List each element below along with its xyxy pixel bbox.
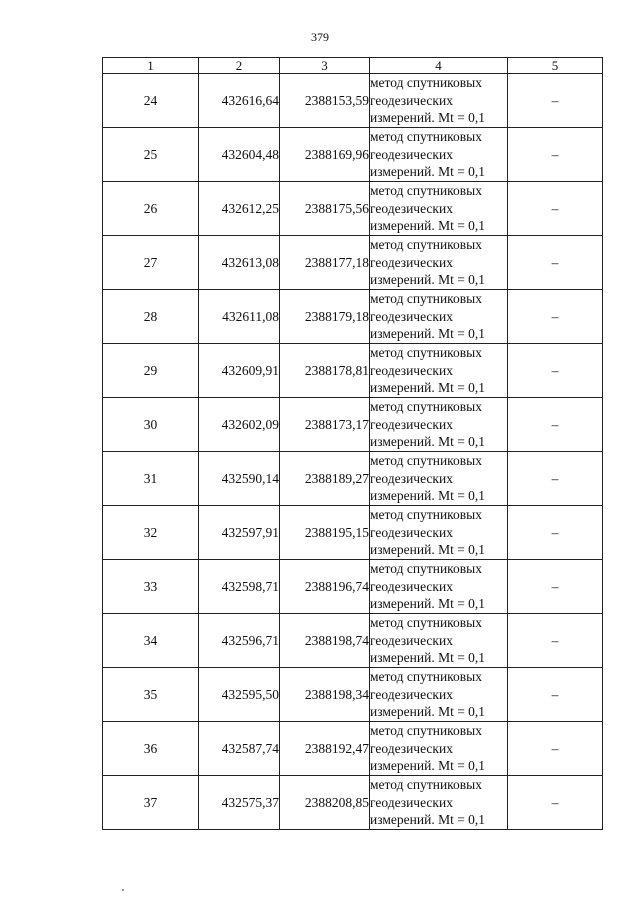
method-cell — [370, 290, 508, 344]
y-coordinate-cell: 2388196,74 — [280, 560, 370, 614]
y-coordinate-cell: 2388192,47 — [280, 722, 370, 776]
method-cell — [370, 128, 508, 182]
column-header-5: 5 — [508, 58, 603, 74]
y-coordinate-cell: 2388175,56 — [280, 182, 370, 236]
column-header-1: 1 — [103, 58, 199, 74]
point-number-cell: 36 — [103, 722, 199, 776]
note-cell: – — [508, 614, 603, 668]
method-line: геодезических — [370, 416, 453, 432]
y-coordinate-cell: 2388178,81 — [280, 344, 370, 398]
table-row — [103, 236, 603, 290]
table-header — [103, 58, 603, 74]
note-cell: – — [508, 344, 603, 398]
point-number-cell: 27 — [103, 236, 199, 290]
y-coordinate-cell: 2388189,27 — [280, 452, 370, 506]
method-line: измерений. Mt = 0,1 — [370, 650, 486, 666]
y-coordinate-cell: 2388153,59 — [280, 74, 370, 128]
y-coordinate-cell: 2388173,17 — [280, 398, 370, 452]
method-line: измерений. Mt = 0,1 — [370, 596, 486, 612]
x-coordinate-cell: 432596,71 — [199, 614, 280, 668]
point-number-cell: 37 — [103, 776, 199, 830]
point-number-cell: 24 — [103, 74, 199, 128]
y-coordinate-cell: 2388198,74 — [280, 614, 370, 668]
method-line: геодезических — [370, 200, 453, 216]
method-line: геодезических — [370, 92, 453, 108]
x-coordinate-cell: 432602,09 — [199, 398, 280, 452]
header-row — [103, 58, 603, 74]
table-row — [103, 668, 603, 722]
table-body — [103, 74, 603, 830]
method-cell — [370, 668, 508, 722]
method-cell — [370, 182, 508, 236]
method-line: измерений. Mt = 0,1 — [370, 164, 486, 180]
x-coordinate-cell: 432612,25 — [199, 182, 280, 236]
method-cell — [370, 722, 508, 776]
method-cell — [370, 398, 508, 452]
method-line: метод спутниковых — [370, 777, 482, 793]
method-line: метод спутниковых — [370, 615, 482, 631]
table-row — [103, 614, 603, 668]
method-line: измерений. Mt = 0,1 — [370, 758, 486, 774]
x-coordinate-cell: 432597,91 — [199, 506, 280, 560]
method-line: измерений. Mt = 0,1 — [370, 326, 486, 342]
method-line: метод спутниковых — [370, 129, 482, 145]
method-line: геодезических — [370, 740, 453, 756]
point-number-cell: 28 — [103, 290, 199, 344]
method-line: метод спутниковых — [370, 183, 482, 199]
note-cell: – — [508, 128, 603, 182]
method-cell — [370, 614, 508, 668]
y-coordinate-cell: 2388179,18 — [280, 290, 370, 344]
x-coordinate-cell: 432609,91 — [199, 344, 280, 398]
method-line: метод спутниковых — [370, 345, 482, 361]
method-line: метод спутниковых — [370, 723, 482, 739]
column-header-2: 2 — [199, 58, 280, 74]
note-cell: – — [508, 74, 603, 128]
method-line: метод спутниковых — [370, 75, 482, 91]
x-coordinate-cell: 432575,37 — [199, 776, 280, 830]
method-line: измерений. Mt = 0,1 — [370, 434, 486, 450]
method-line: метод спутниковых — [370, 237, 482, 253]
y-coordinate-cell: 2388195,15 — [280, 506, 370, 560]
note-cell: – — [508, 560, 603, 614]
point-number-cell: 33 — [103, 560, 199, 614]
method-line: метод спутниковых — [370, 507, 482, 523]
method-line: геодезических — [370, 794, 453, 810]
table-row — [103, 344, 603, 398]
x-coordinate-cell: 432590,14 — [199, 452, 280, 506]
method-line: метод спутниковых — [370, 453, 482, 469]
method-cell — [370, 776, 508, 830]
method-cell — [370, 344, 508, 398]
point-number-cell: 26 — [103, 182, 199, 236]
method-line: измерений. Mt = 0,1 — [370, 704, 486, 720]
note-cell: – — [508, 452, 603, 506]
table-row — [103, 560, 603, 614]
method-cell — [370, 236, 508, 290]
method-line: измерений. Mt = 0,1 — [370, 110, 486, 126]
coordinates-table — [102, 57, 603, 830]
method-line: измерений. Mt = 0,1 — [370, 218, 486, 234]
y-coordinate-cell: 2388169,96 — [280, 128, 370, 182]
table-row — [103, 398, 603, 452]
point-number-cell: 31 — [103, 452, 199, 506]
method-cell — [370, 74, 508, 128]
note-cell: – — [508, 776, 603, 830]
table-row — [103, 74, 603, 128]
method-line: измерений. Mt = 0,1 — [370, 488, 486, 504]
note-cell: – — [508, 506, 603, 560]
method-line: метод спутниковых — [370, 669, 482, 685]
x-coordinate-cell: 432613,08 — [199, 236, 280, 290]
method-line: измерений. Mt = 0,1 — [370, 272, 486, 288]
x-coordinate-cell: 432604,48 — [199, 128, 280, 182]
y-coordinate-cell: 2388198,34 — [280, 668, 370, 722]
point-number-cell: 32 — [103, 506, 199, 560]
method-line: измерений. Mt = 0,1 — [370, 812, 486, 828]
scan-speck — [122, 889, 124, 891]
point-number-cell: 35 — [103, 668, 199, 722]
method-line: геодезических — [370, 308, 453, 324]
point-number-cell: 25 — [103, 128, 199, 182]
method-line: геодезических — [370, 578, 453, 594]
page-number: 379 — [311, 30, 329, 44]
note-cell: – — [508, 236, 603, 290]
point-number-cell: 29 — [103, 344, 199, 398]
method-line: метод спутниковых — [370, 399, 482, 415]
point-number-cell: 34 — [103, 614, 199, 668]
x-coordinate-cell: 432616,64 — [199, 74, 280, 128]
method-line: геодезических — [370, 146, 453, 162]
x-coordinate-cell: 432611,08 — [199, 290, 280, 344]
method-line: геодезических — [370, 632, 453, 648]
method-line: геодезических — [370, 470, 453, 486]
method-line: геодезических — [370, 254, 453, 270]
x-coordinate-cell: 432598,71 — [199, 560, 280, 614]
method-line: измерений. Mt = 0,1 — [370, 542, 486, 558]
x-coordinate-cell: 432587,74 — [199, 722, 280, 776]
table-row — [103, 776, 603, 830]
column-header-3: 3 — [280, 58, 370, 74]
method-line: метод спутниковых — [370, 291, 482, 307]
y-coordinate-cell: 2388177,18 — [280, 236, 370, 290]
point-number-cell: 30 — [103, 398, 199, 452]
method-line: геодезических — [370, 362, 453, 378]
note-cell: – — [508, 668, 603, 722]
method-cell — [370, 506, 508, 560]
method-cell — [370, 560, 508, 614]
table-row — [103, 128, 603, 182]
table-row — [103, 290, 603, 344]
note-cell: – — [508, 290, 603, 344]
x-coordinate-cell: 432595,50 — [199, 668, 280, 722]
column-header-4: 4 — [370, 58, 508, 74]
y-coordinate-cell: 2388208,85 — [280, 776, 370, 830]
table-row — [103, 452, 603, 506]
table-row — [103, 182, 603, 236]
method-cell — [370, 452, 508, 506]
note-cell: – — [508, 398, 603, 452]
note-cell: – — [508, 182, 603, 236]
method-line: метод спутниковых — [370, 561, 482, 577]
method-line: измерений. Mt = 0,1 — [370, 380, 486, 396]
table-row — [103, 506, 603, 560]
method-line: геодезических — [370, 524, 453, 540]
method-line: геодезических — [370, 686, 453, 702]
table-row — [103, 722, 603, 776]
note-cell: – — [508, 722, 603, 776]
